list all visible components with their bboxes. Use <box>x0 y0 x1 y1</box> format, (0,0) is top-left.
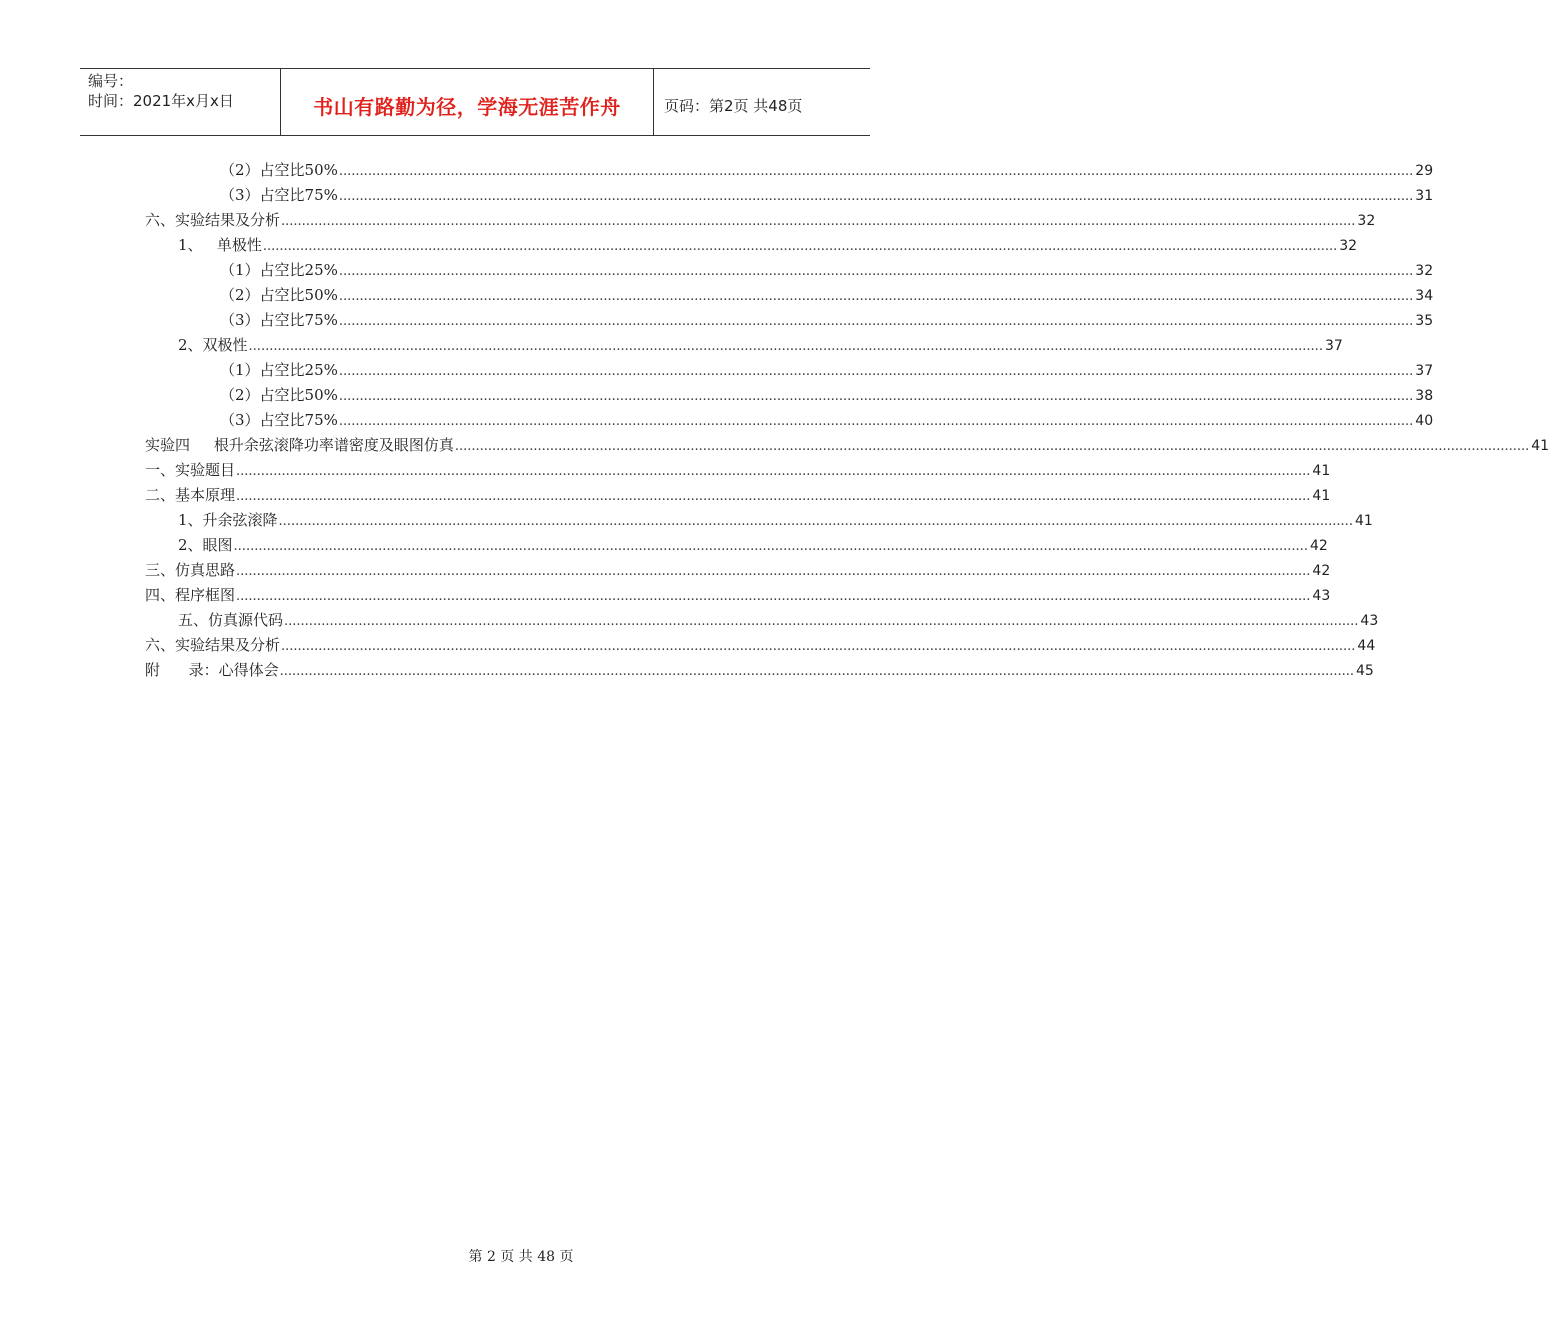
toc-entry-page: 32 <box>1339 238 1358 254</box>
toc-entry-page: 41 <box>1312 463 1331 479</box>
toc-entry-label: 1、升余弦滚降 <box>178 511 278 529</box>
page-header <box>80 68 870 136</box>
toc-entry-page: 40 <box>1415 413 1434 429</box>
toc-entry-page: 42 <box>1312 563 1331 579</box>
toc-entry-page: 32 <box>1415 263 1434 279</box>
header-motto: 书山有路勤为径，学海无涯苦作舟 <box>313 94 621 119</box>
toc-dot-leader: .................................................................................................................................................................................................................................................................... <box>338 164 1414 179</box>
toc-entry[interactable] <box>145 433 1549 457</box>
header-page-cell <box>654 69 870 135</box>
toc-dot-leader: .................................................................................................................................................................................................................................................................... <box>284 614 1359 629</box>
toc-entry[interactable] <box>220 408 1434 432</box>
toc-entry-page: 34 <box>1415 288 1434 304</box>
toc-entry[interactable] <box>145 483 1331 507</box>
footer-page-number: 第 2 页 共 48 页 <box>468 1249 574 1265</box>
toc-entry[interactable] <box>220 258 1434 282</box>
toc-entry[interactable] <box>145 458 1331 482</box>
toc-entry-label: （2）占空比50% <box>220 386 338 404</box>
toc-entry-label: （2）占空比50% <box>220 161 338 179</box>
header-number-label: 编号： <box>88 72 134 90</box>
toc-dot-leader: .................................................................................................................................................................................................................................................................... <box>454 439 1530 454</box>
toc-entry-page: 41 <box>1312 488 1331 504</box>
toc-dot-leader: .................................................................................................................................................................................................................................................................... <box>236 489 1311 504</box>
toc-entry-page: 42 <box>1309 538 1328 554</box>
toc-entry-page: 45 <box>1356 663 1374 679</box>
toc-entry[interactable] <box>145 208 1376 232</box>
toc-entry-page: 35 <box>1415 313 1434 329</box>
toc-entry-page: 43 <box>1360 613 1379 629</box>
toc-dot-leader: .................................................................................................................................................................................................................................................................... <box>281 639 1356 654</box>
toc-entry-label: （3）占空比75% <box>220 411 338 429</box>
toc-dot-leader: .................................................................................................................................................................................................................................................................... <box>338 264 1414 279</box>
toc-entry-label: （3）占空比75% <box>220 311 338 329</box>
toc-entry[interactable] <box>220 283 1434 307</box>
toc-entry[interactable] <box>178 508 1373 532</box>
toc-entry-page: 37 <box>1324 338 1343 354</box>
toc-entry-page: 32 <box>1357 213 1376 229</box>
toc-entry-page: 31 <box>1415 188 1434 204</box>
toc-dot-leader: .................................................................................................................................................................................................................................................................... <box>338 389 1414 404</box>
toc-dot-leader: .................................................................................................................................................................................................................................................................... <box>278 514 1353 529</box>
toc-entry[interactable] <box>178 233 1358 257</box>
toc-entry[interactable] <box>178 533 1328 557</box>
toc-dot-leader: .................................................................................................................................................................................................................................................................... <box>233 539 1308 554</box>
toc-entry-page: 43 <box>1312 588 1331 604</box>
toc-entry[interactable] <box>220 308 1434 332</box>
header-motto-cell <box>281 69 654 135</box>
toc-entry-page: 44 <box>1357 638 1376 654</box>
toc-entry-label: 实验四 根升余弦滚降功率谱密度及眼图仿真 <box>145 436 454 454</box>
toc-entry-label: （1）占空比25% <box>220 261 338 279</box>
toc-entry-label: 一、实验题目 <box>145 461 236 479</box>
toc-entry[interactable] <box>178 608 1379 632</box>
toc-entry-label: 2、眼图 <box>178 536 233 554</box>
toc-entry-label: 1、 单极性 <box>178 236 262 254</box>
toc-entry-label: 五、仿真源代码 <box>178 611 284 629</box>
header-page-info: 页码：第2页 共48页 <box>664 96 803 115</box>
toc-entry-label: 二、基本原理 <box>145 486 236 504</box>
toc-entry-label: 六、实验结果及分析 <box>145 636 281 654</box>
toc-dot-leader: .................................................................................................................................................................................................................................................................... <box>248 339 1323 354</box>
toc-entry[interactable] <box>220 183 1434 207</box>
toc-entry-page: 41 <box>1354 513 1373 529</box>
toc-entry[interactable] <box>145 658 1374 682</box>
toc-dot-leader: .................................................................................................................................................................................................................................................................... <box>262 239 1338 254</box>
toc-dot-leader: .................................................................................................................................................................................................................................................................... <box>338 314 1414 329</box>
header-info-cell <box>80 69 281 135</box>
toc-dot-leader: .................................................................................................................................................................................................................................................................... <box>281 214 1356 229</box>
toc-entry-page: 38 <box>1415 388 1434 404</box>
toc-dot-leader: .................................................................................................................................................................................................................................................................... <box>338 414 1414 429</box>
toc-dot-leader: .................................................................................................................................................................................................................................................................... <box>236 464 1311 479</box>
toc-entry[interactable] <box>220 383 1434 407</box>
toc-entry-label: （2）占空比50% <box>220 286 338 304</box>
toc-entry-label: 四、程序框图 <box>145 586 236 604</box>
toc-entry-label: 2、双极性 <box>178 336 248 354</box>
toc-entry[interactable] <box>220 158 1434 182</box>
toc-entry[interactable] <box>145 558 1331 582</box>
toc-entry[interactable] <box>145 633 1376 657</box>
toc-entry-label: 附 录：心得体会 <box>145 661 279 679</box>
toc-entry-label: （3）占空比75% <box>220 186 338 204</box>
toc-entry-page: 29 <box>1415 163 1434 179</box>
toc-dot-leader: .................................................................................................................................................................................................................................................................... <box>338 364 1414 379</box>
toc-entry-label: （1）占空比25% <box>220 361 338 379</box>
toc-dot-leader: .................................................................................................................................................................................................................................................................... <box>236 564 1311 579</box>
toc-dot-leader: .................................................................................................................................................................................................................................................................... <box>338 289 1414 304</box>
toc-entry-label: 三、仿真思路 <box>145 561 236 579</box>
page-footer <box>0 1246 950 1266</box>
header-time-label: 时间：2021年x月x日 <box>88 92 234 110</box>
toc-dot-leader: .................................................................................................................................................................................................................................................................... <box>338 189 1414 204</box>
toc-entry-page: 37 <box>1415 363 1434 379</box>
toc-entry[interactable] <box>145 583 1331 607</box>
toc-dot-leader: .................................................................................................................................................................................................................................................................... <box>279 664 1355 679</box>
toc-entry-label: 六、实验结果及分析 <box>145 211 281 229</box>
toc-entry[interactable] <box>178 333 1343 357</box>
toc-dot-leader: .................................................................................................................................................................................................................................................................... <box>236 589 1311 604</box>
toc-entry[interactable] <box>220 358 1434 382</box>
toc-entry-page: 41 <box>1531 438 1549 454</box>
